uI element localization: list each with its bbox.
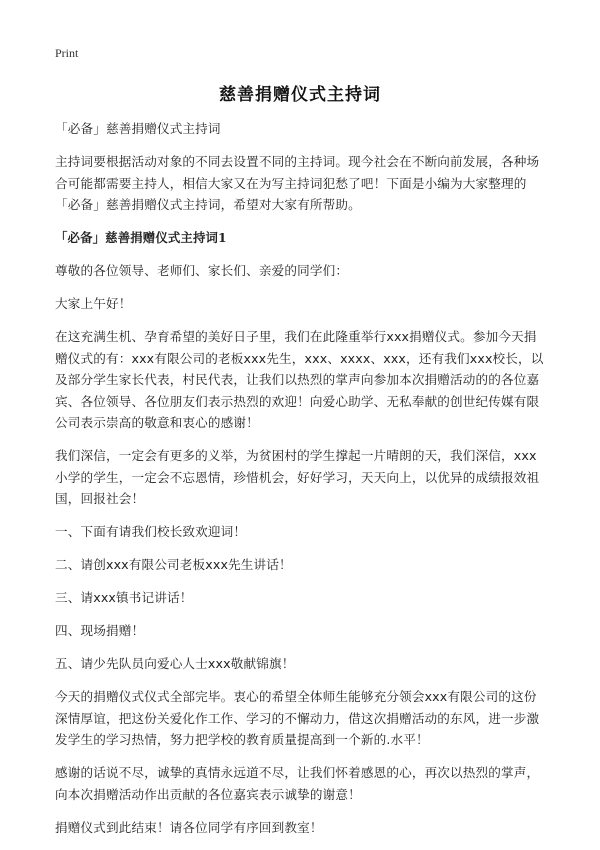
salutation: 尊敬的各位领导、老师们、家长们、亲爱的同学们： <box>55 263 349 278</box>
closing-paragraph: 捐赠仪式到此结束！请各位同学有序回到教室！ <box>55 819 323 835</box>
agenda-item: 一、下面有请我们校长致欢迎词！ <box>55 524 247 539</box>
body-paragraph: 在这充满生机、孕育希望的美好日子里，我们在此隆重举行xxx捐赠仪式。参加今天捐赠仪式的有：xxx有限公司的老板xxx先生，xxx、xxxx、xxx，还有我们xxx校长，以及部分学生家长代表，村民代表，让我们以热烈的掌声向参加本次捐赠活动的的各位嘉宾、各位领导、各位朋友们表示热烈的欢迎！向爱心助学、无私奉献的创世纪传媒有限公司表示崇高的敬意和衷心的感谢！ <box>55 329 544 430</box>
agenda-item: 四、现场捐赠！ <box>55 623 145 638</box>
intro-paragraph: 主持词要根据活动对象的不同去设置不同的主持词。现今社会在不断向前发展，各种场合可能都需要主持人，相信大家又在为写主持词犯愁了吧！下面是小编为大家整理的「必备」慈善捐赠仪式主持词，希望对大家有所帮助。 <box>55 154 540 212</box>
body-paragraph: 感谢的话说不尽，诚挚的真情永远道不尽，让我们怀着感恩的心，再次以热烈的掌声，向本次捐赠活动作出贡献的各位嘉宾表示诚挚的谢意！ <box>55 765 540 802</box>
body-paragraph: 我们深信，一定会有更多的义举，为贫困村的学生撑起一片晴朗的天，我们深信，xxx小学的学生，一定会不忘恩情，珍惜机会，好好学习，天天向上，以优异的成绩报效祖国，回报社会！ <box>55 448 540 506</box>
section-heading: 「必备」慈善捐赠仪式主持词1 <box>55 230 227 245</box>
agenda-item: 二、请创xxx有限公司老板xxx先生讲话！ <box>55 557 292 572</box>
body-paragraph: 今天的捐赠仪式仪式全部完毕。衷心的希望全体师生能够充分领会xxx有限公司的这份深情厚谊，把这份关爱化作工作、学习的不懈动力，借这次捐赠活动的东风，进一步激发学生的学习热情，努力把学校的教育质量提高到一个新的.水平！ <box>55 689 540 747</box>
document-body <box>55 118 549 850</box>
greeting: 大家上午好！ <box>55 296 132 311</box>
agenda-item: 五、请少先队员向爱心人士xxx敬献锦旗！ <box>55 656 295 671</box>
agenda-item: 三、请xxx镇书记讲话！ <box>55 590 193 605</box>
document-title: 慈善捐赠仪式主持词 <box>219 85 381 105</box>
intro-heading: 「必备」慈善捐赠仪式主持词 <box>55 121 221 136</box>
print-label: Print <box>55 46 79 60</box>
